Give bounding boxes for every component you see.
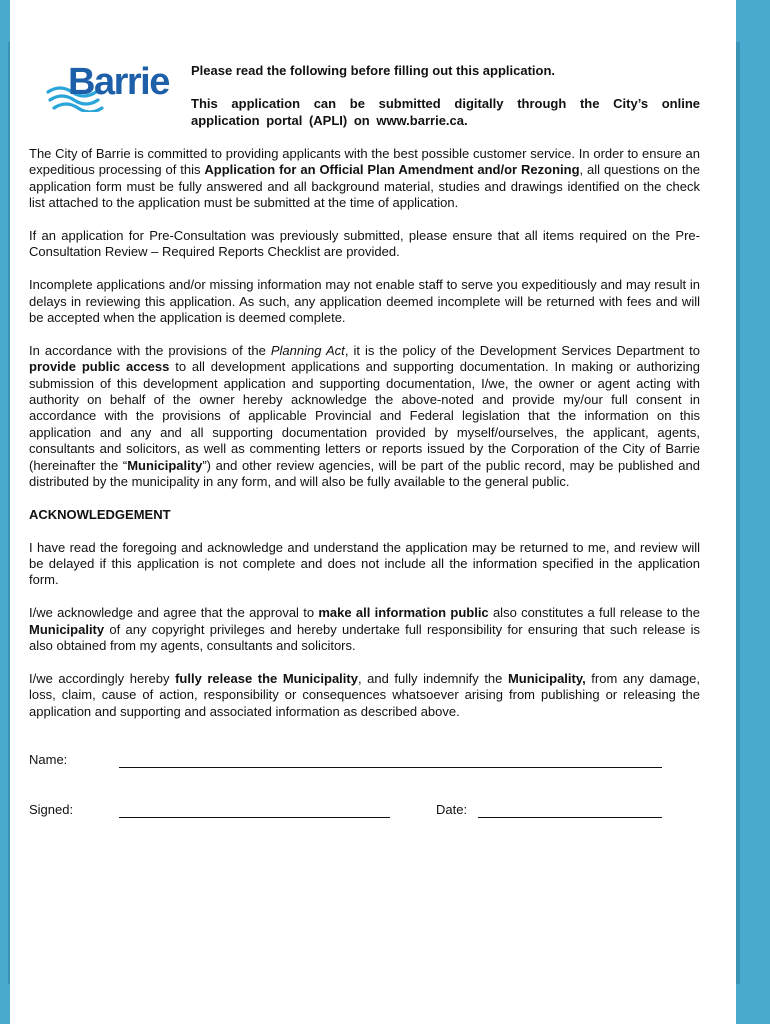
left-page-edge bbox=[0, 0, 8, 1024]
name-field[interactable] bbox=[119, 753, 662, 768]
acknowledgement-heading: ACKNOWLEDGEMENT bbox=[29, 506, 171, 522]
paragraph-pre-consultation: If an application for Pre-Consultation was previously submitted, please ensure that all items required on the Pre-Consultation Review – Required Reports Checklist are provided. bbox=[29, 228, 700, 260]
barrie-logo bbox=[46, 60, 180, 112]
date-field[interactable] bbox=[478, 803, 662, 818]
paragraph-public-access: In accordance with the provisions of the Planning Act, it is the policy of the Development Services Department to provide public access to all development applications and supporting documentation. In making or authorizing submission of this development application and supporting documentation, I/we, the owner or agent acting with authority on behalf of the owner hereby acknowledge the above-noted and provide my/our full consent in accordance with the provisions of applicable Provincial and Federal legislation that the information on this application and any and all supporting documentation provided by myself/ourselves, the applicant, agents, consultants and solicitors, as well as commenting letters or reports issued by the Corporation of the City of Barrie (hereinafter the “Municipality”) and other review agencies, will be part of the public record, may be published and distributed by the municipality in any form, and will also be fully available to the general public. bbox=[29, 342, 701, 490]
paragraph-incomplete-applications: Incomplete applications and/or missing information may not enable staff to serve you expeditiously and may result in delays in reviewing this application. As such, any application deemed incomplete will be returned with fees and will be accepted when the application is deemed complete. bbox=[29, 277, 700, 326]
signed-label: Signed: bbox=[29, 802, 74, 817]
name-label: Name: bbox=[29, 752, 68, 767]
intro-block bbox=[191, 62, 700, 129]
intro-heading: Please read the following before filling out this application. bbox=[191, 63, 556, 78]
signature-field[interactable] bbox=[119, 803, 390, 818]
paragraph-customer-service: The City of Barrie is committed to providing applicants with the best possible customer service. In order to ensure an expeditious processing of this Application for an Official Plan Amendment and/or Rezoning, all questions on the application form must be fully answered and all background material, studies and drawings identified on the check list attached to the application must be submitted at the time of application. bbox=[29, 146, 701, 211]
document-body bbox=[29, 146, 700, 720]
paragraph-information-public: I/we acknowledge and agree that the approval to make all information public also constitutes a full release to the Municipality of any copyright privileges and hereby undertake full responsibility for ensuring that such release is also obtained from my agents, consultants and solicitors. bbox=[29, 605, 700, 654]
paragraph-acknowledge-return: I have read the foregoing and acknowledge and understand the application may be returned to me, and review will be delayed if this application is not complete and does not include all the information specified in the application form. bbox=[29, 539, 700, 588]
right-page-edge bbox=[740, 0, 770, 1024]
logo-wordmark: Barrie bbox=[68, 61, 169, 103]
portal-notice: This application can be submitted digitally through the City’s online application portal (APLI) on www.barrie.ca. bbox=[191, 96, 700, 128]
paragraph-release-indemnify: I/we accordingly hereby fully release the Municipality, and fully indemnify the Municipality, from any damage, loss, claim, cause of action, responsibility or consequences whatsoever arising from publishing or releasing the application and supporting and associated information as described above. bbox=[29, 670, 701, 719]
date-label: Date: bbox=[436, 802, 468, 817]
